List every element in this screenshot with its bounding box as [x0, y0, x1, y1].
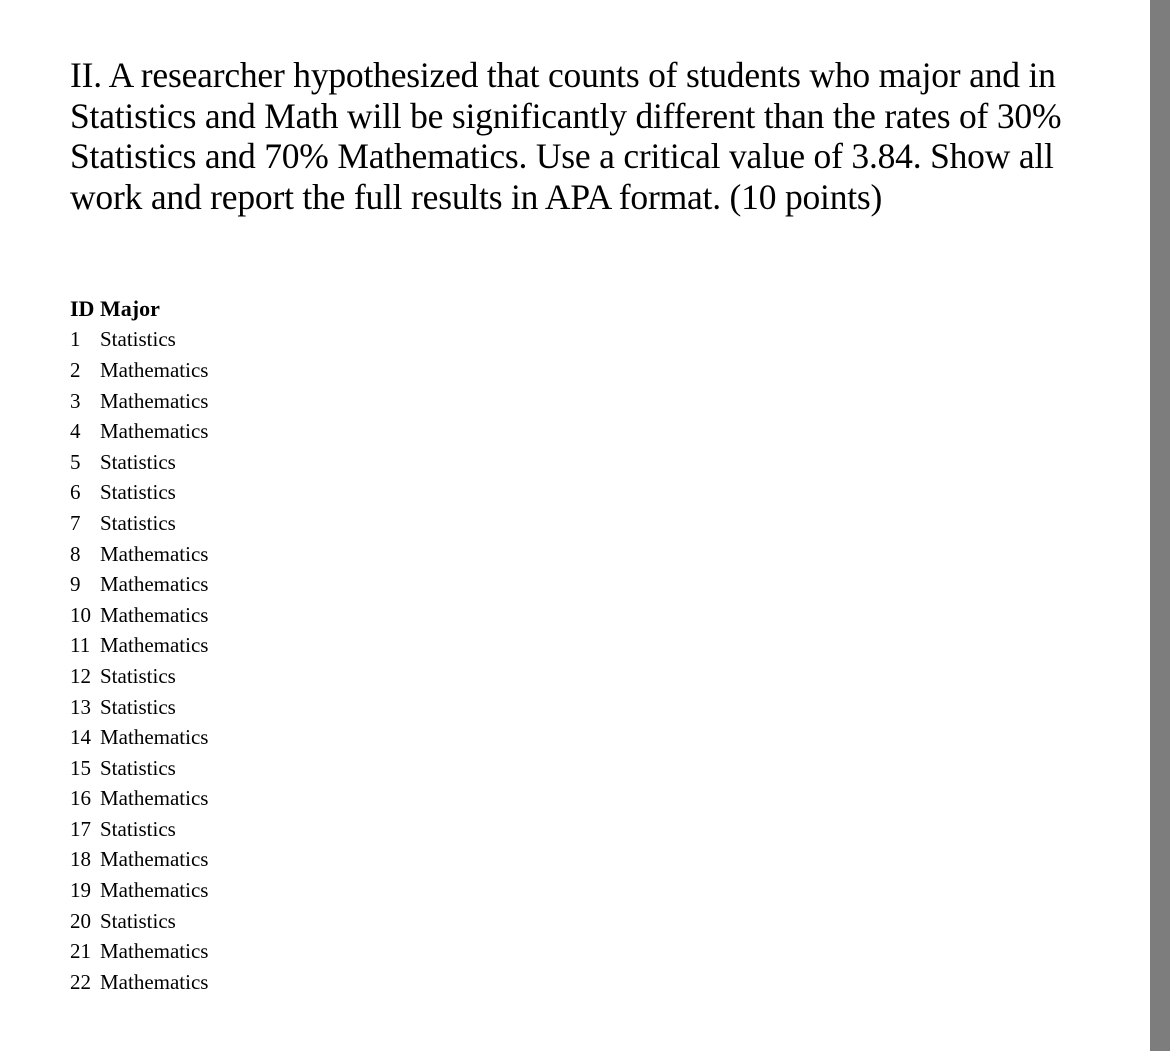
row-id-cell: 19	[70, 878, 91, 903]
row-id-cell: 3	[70, 388, 81, 413]
row-id-cell: 1	[70, 327, 81, 352]
row-major-cell: Statistics	[100, 694, 176, 719]
row-id-cell: 22	[70, 969, 91, 994]
table-row	[70, 906, 208, 937]
table-row	[70, 936, 208, 967]
table-row	[70, 416, 208, 447]
row-id-cell: 5	[70, 449, 81, 474]
row-id-cell: 13	[70, 694, 91, 719]
row-id-cell: 12	[70, 663, 91, 688]
table-header-row	[70, 294, 208, 325]
row-id-cell: 2	[70, 357, 81, 382]
row-id-cell: 17	[70, 816, 91, 841]
row-major-cell: Statistics	[100, 816, 176, 841]
table-row	[70, 508, 208, 539]
table-row	[70, 661, 208, 692]
row-major-cell: Mathematics	[100, 633, 209, 658]
row-id-cell: 9	[70, 572, 81, 597]
question-text: II. A researcher hypothesized that counts of students who major and in Statistics and Math will be significantly different than the rates of 30% Statistics and 70% Mathematics. Use a critical value of 3.84. Show all work and report the full results in APA format. (10 points)	[70, 55, 1062, 217]
table-row	[70, 600, 208, 631]
row-major-cell: Mathematics	[100, 388, 209, 413]
row-major-cell: Statistics	[100, 755, 176, 780]
row-id-cell: 21	[70, 939, 91, 964]
table-row	[70, 325, 208, 356]
table-row	[70, 631, 208, 662]
table-row	[70, 753, 208, 784]
row-id-cell: 14	[70, 725, 91, 750]
row-major-cell: Mathematics	[100, 572, 209, 597]
row-major-cell: Mathematics	[100, 969, 209, 994]
row-major-cell: Mathematics	[100, 419, 209, 444]
row-major-cell: Statistics	[100, 663, 176, 688]
row-major-cell: Mathematics	[100, 878, 209, 903]
row-major-cell: Mathematics	[100, 847, 209, 872]
row-major-cell: Mathematics	[100, 939, 209, 964]
table-row	[70, 569, 208, 600]
row-id-cell: 20	[70, 908, 91, 933]
row-id-cell: 7	[70, 510, 81, 535]
column-header-id: ID	[70, 296, 95, 322]
row-major-cell: Mathematics	[100, 357, 209, 382]
row-id-cell: 11	[70, 633, 91, 658]
table-row	[70, 355, 208, 386]
table-row	[70, 784, 208, 815]
row-id-cell: 18	[70, 847, 91, 872]
table-row	[70, 692, 208, 723]
column-header-major: Major	[100, 296, 160, 322]
table-row	[70, 539, 208, 570]
table-row	[70, 478, 208, 509]
row-major-cell: Statistics	[100, 449, 176, 474]
table-row	[70, 845, 208, 876]
table-row	[70, 967, 208, 998]
table-body	[70, 325, 208, 998]
row-id-cell: 4	[70, 419, 81, 444]
row-major-cell: Statistics	[100, 908, 176, 933]
table-row	[70, 386, 208, 417]
row-major-cell: Statistics	[100, 327, 176, 352]
right-edge-bar	[1150, 0, 1170, 1051]
row-major-cell: Mathematics	[100, 602, 209, 627]
table-row	[70, 814, 208, 845]
row-major-cell: Statistics	[100, 510, 176, 535]
row-major-cell: Statistics	[100, 480, 176, 505]
row-id-cell: 8	[70, 541, 81, 566]
row-major-cell: Mathematics	[100, 725, 209, 750]
row-id-cell: 10	[70, 602, 91, 627]
table-row	[70, 447, 208, 478]
row-id-cell: 16	[70, 786, 91, 811]
row-id-cell: 6	[70, 480, 81, 505]
table-row	[70, 875, 208, 906]
row-id-cell: 15	[70, 755, 91, 780]
data-table	[70, 294, 208, 998]
table-row	[70, 722, 208, 753]
row-major-cell: Mathematics	[100, 541, 209, 566]
row-major-cell: Mathematics	[100, 786, 209, 811]
